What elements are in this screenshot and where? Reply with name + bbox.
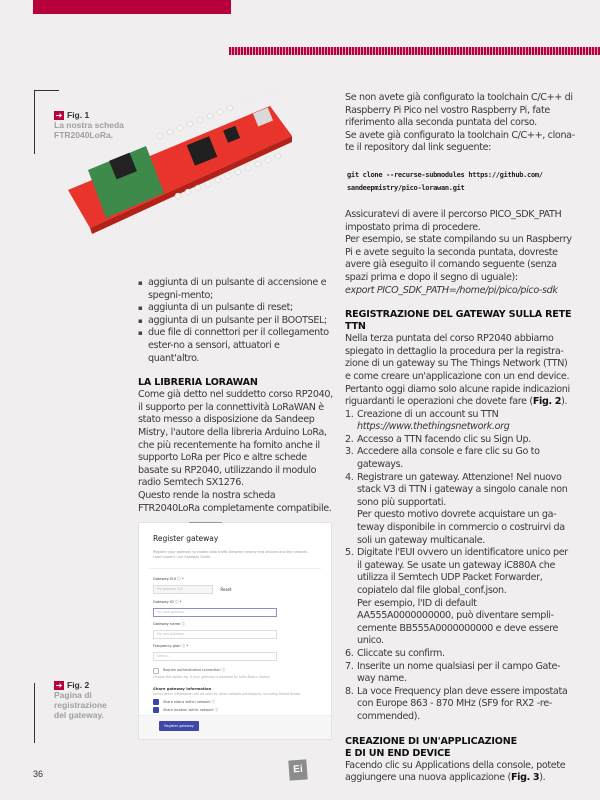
export-command: export PICO_SDK_PATH=/home/pi/pico/pico-sdk: [345, 284, 558, 296]
paragraph: Questo rende la nostra scheda FTR2040LoRa completamente compatibile.: [138, 489, 332, 514]
step-link: https://www.thethingsnetwork.org: [357, 421, 510, 433]
step-number: 4.: [345, 471, 354, 483]
feature-list: [138, 277, 333, 365]
step-number: 6.: [345, 647, 354, 659]
paragraph: Se non avete già configurato la toolchain C/C++ di Raspberry Pi Pico nel vostro Raspberry Pi, fate riferimento alla seconda puntata del corso.: [345, 92, 573, 129]
help-text: Select which information can be seen by other network participants, including Packet Broker: [153, 692, 301, 696]
paragraph-text: Facendo clic su Applications della console, potete aggiungere una nuova applicazione (: [345, 759, 566, 784]
header-accent-bar: [33, 0, 231, 14]
step-number: 3.: [345, 446, 354, 458]
caption-text: del gateway.: [54, 710, 104, 720]
paragraph-text: ).: [561, 396, 568, 408]
divider: [189, 522, 222, 523]
paragraph: Come già detto nel suddetto corso RP2040, il supporto per la connettività LoRaWAN è stato messo a disposizione da Sandeep Mistry, l'autore della libreria Arduino LoRa, che più recentemente ha fornito anche il supporto LoRa per Pico e altre schede basate su RP2040, utilizzando il modulo radio Semtech SX1276.: [138, 389, 333, 489]
arrow-right-icon: ➔: [55, 680, 63, 690]
step-number: 1.: [345, 408, 354, 420]
list-item: ▪ aggiunta di un pulsante di reset;: [138, 302, 333, 315]
steps-list: [345, 409, 575, 724]
checkbox-label: Share status within network ⓘ: [163, 700, 215, 704]
caption-text: La nostra scheda: [54, 120, 124, 130]
step-text: Registrare un gateway. Attenzione! Nel nuovo stack V3 di TTN i gateway a singolo canale non sono più supportati.: [357, 471, 568, 508]
require-auth-checkbox[interactable]: [153, 668, 159, 674]
step-text: Cliccate su confirm.: [357, 647, 445, 659]
frequency-label: Frequency plan ⓘ *: [153, 644, 189, 648]
paragraph: Assicuratevi di avere il percorso PICO_SDK_PATH impostato prima di procedere.: [345, 208, 562, 233]
list-item: [345, 648, 575, 661]
step-number: 8.: [345, 685, 354, 697]
name-label: Gateway name ⓘ: [153, 622, 185, 626]
paragraph: Se avete già configurato la toolchain C/C++, clona-te il repository dal link seguente:: [345, 129, 575, 154]
share-status-checkbox[interactable]: [153, 699, 159, 705]
arrow-right-icon: ➔: [55, 110, 63, 120]
section-heading: REGISTRAZIONE DEL GATEWAY SULLA RETE TTN: [345, 309, 572, 333]
heading-line: E DI UN END DEVICE: [345, 747, 451, 759]
step-text: Digitate l'EUI ovvero un identificatore unico per il gateway. Se usate un gateway iC880A che utilizza il Semtech UDP Packet Forwarder, copiatelo dal file global_conf.json.: [357, 547, 568, 596]
step-text: Per esempio, l'ID di default AA555A0000000000, può diventare sempli-cemente BB555A0000000000 e deve essere unico.: [357, 597, 559, 647]
paragraph: [345, 333, 575, 409]
step-text: Creazione di un account su TTN: [357, 408, 499, 420]
section-heading: LA LIBRERIA LORAWAN: [138, 377, 258, 389]
code-line: sandeepmistry/pico-lorawan.git: [347, 183, 465, 192]
paragraph: Per esempio, se state compilando su un Raspberry Pi e avete seguito la seconda puntata, dovreste avere già eseguito il comando seguente (senza spazi prima e dopo il segno di uguale):: [345, 234, 572, 283]
step-text: Inserite un nome qualsiasi per il campo Gate-way name.: [357, 660, 561, 685]
left-text-column: [138, 277, 333, 515]
gateway-id-input[interactable]: my-new-gateway: [153, 608, 277, 617]
checkbox-label: Share location within network ⓘ: [163, 708, 218, 712]
right-text-column: [345, 92, 575, 785]
list-item: [345, 547, 575, 648]
step-number: 2.: [345, 433, 354, 445]
figure-label: Fig. 2: [67, 680, 90, 690]
step-text: Accedere alla console e fare clic su Go to gateways.: [357, 446, 540, 471]
frequency-plan-select[interactable]: Select...: [153, 652, 277, 661]
section-heading: [345, 736, 575, 760]
code-line: git clone --recurse-submodules https://github.com/: [347, 170, 543, 179]
caption-text: FTR2040LoRa.: [54, 130, 114, 140]
divider: [149, 568, 321, 569]
step-text: Per questo motivo dovrete acquistare un ga-teway disponibile in commercio o costruirvi da soli un gateway multicanale.: [357, 509, 565, 546]
form-title: Register gateway: [153, 534, 219, 543]
caption-text: registrazione: [54, 700, 107, 710]
register-gateway-screenshot: [138, 522, 332, 740]
list-item: [345, 434, 575, 447]
list-item: [345, 686, 575, 724]
figure-reference: Fig. 3: [510, 772, 540, 784]
list-item: ▪ aggiunta di un pulsante per il BOOTSEL;: [138, 315, 333, 328]
share-location-checkbox[interactable]: [153, 707, 159, 713]
code-block: [347, 169, 575, 195]
paragraph: [345, 760, 575, 785]
caption-text: Pagina di: [54, 690, 92, 700]
reset-button[interactable]: Reset: [220, 587, 232, 592]
ftr2040lora-board-image: [60, 88, 295, 238]
heading-line: CREAZIONE DI UN'APPLICAZIONE: [345, 735, 517, 747]
decorative-stripe-bar: [229, 47, 600, 55]
step-text: La voce Frequency plan deve essere impostata con Europe 863 - 870 MHz (SF9 for RX2 -re-commended).: [357, 685, 568, 722]
description-text: Register your gateway to enable data traffic between nearby end devices and the network.: [153, 550, 309, 554]
eui-label: Gateway EUI ⓘ *: [153, 577, 184, 581]
share-info-heading: Share gateway information: [153, 686, 212, 691]
list-item: [345, 409, 575, 434]
id-label: Gateway ID ⓘ *: [153, 600, 182, 604]
list-item: ▪ aggiunta di un pulsante di accensione e spegni-mento;: [138, 277, 333, 302]
step-number: 5.: [345, 547, 354, 559]
page-number: 36: [33, 769, 44, 779]
paragraph-text: Nella terza puntata del corso RP2040 abbiamo spiegato in dettaglio la procedura per la registra-zione di un gateway su The Things Network (TTN) e come creare un'applicazione con un end device. Pertanto oggi diamo solo alcune rapide indicazioni riguardanti le operazioni che dovete fare (: [345, 333, 570, 408]
step-number: 7.: [345, 660, 354, 672]
gateway-name-input[interactable]: My new gateway: [153, 630, 277, 639]
list-item: [345, 472, 575, 548]
gateway-eui-input[interactable]: My gateway EUI: [153, 585, 213, 594]
figure-label: Fig. 1: [67, 110, 90, 120]
register-gateway-button[interactable]: Register gateway: [159, 721, 199, 731]
figure-bracket: [34, 683, 35, 743]
list-item: ▪ due file di connettori per il collegamento ester-no a sensori, attuatori e quant'altro.: [138, 327, 333, 365]
figure-2-caption: [54, 680, 107, 720]
help-text: Choose this option eg. if your gateway is powered by LoRa Basics Station: [153, 675, 271, 679]
list-item: [345, 661, 575, 686]
magazine-logo-icon: Ei: [288, 759, 307, 780]
form-description: [153, 550, 323, 560]
gateway-guide-link[interactable]: Learn more in our Gateway Guide: [153, 555, 211, 559]
step-text: Accesso a TTN facendo clic su Sign Up.: [357, 433, 531, 445]
list-item: [345, 446, 575, 471]
paragraph-text: ).: [539, 772, 546, 784]
checkbox-label: Require authenticated connection ⓘ: [163, 668, 225, 672]
figure-reference: Fig. 2: [532, 396, 562, 408]
